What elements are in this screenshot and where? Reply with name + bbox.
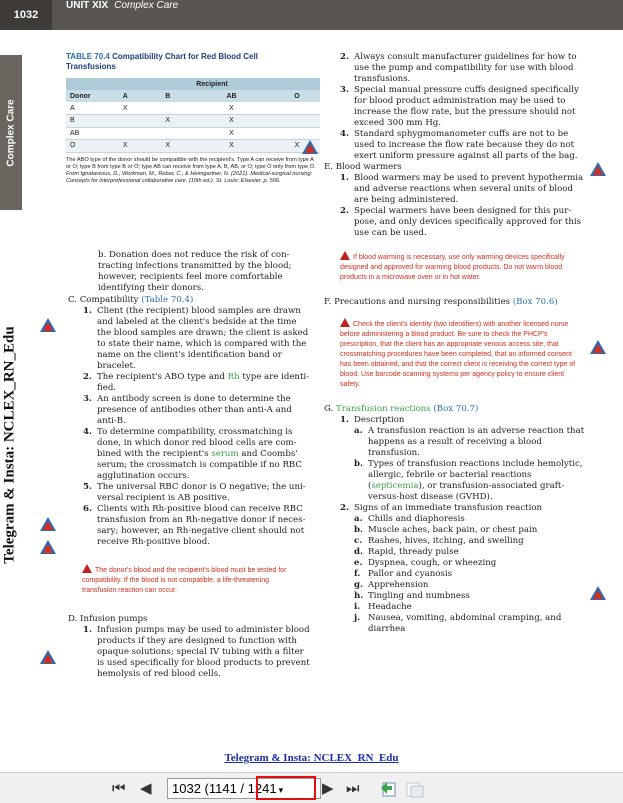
sign-text: Pallor and cyanosis [368, 569, 452, 579]
item-b-text: b. Donation does not reduce the risk of contracting infections transmitted by the blood; however, recipients feel more comfortable identifying their donors. [98, 249, 292, 293]
list-item: 2. Signs of an immediate transfusion reaction [340, 503, 543, 513]
list-item-text: The recipient's ABO type and [97, 371, 225, 382]
alert-marker-icon [590, 586, 606, 600]
table-header: Donor [66, 90, 104, 102]
infusion-list-cont [318, 52, 588, 162]
warning-icon [340, 251, 350, 260]
table-cell: X [189, 140, 274, 153]
table-row [66, 127, 320, 140]
glossary-term: septicemia [371, 481, 419, 491]
infusion-list [56, 625, 312, 680]
list-item: 2. The recipient's ABO type and Rh type are identified. [83, 371, 310, 393]
list-item: 1. Blood warmers may be used to prevent hypothermia and adverse reactions when several units of blood are being administered. [340, 173, 584, 205]
list-item: 1. Client (the recipient) blood samples are drawn and labeled at the client's bedside at the time the blood samples are drawn; the client is asked to state their name, which is compared with the name on the client's identification band or bracelet. [83, 305, 309, 371]
table-cell: X [274, 140, 320, 153]
side-watermark-text: Telegram & Insta: NCLEX_RN_Edu [1, 326, 18, 564]
alert-text: The donor's blood and the recipient's blood must be tested for compatibility. If the blood is not compatible, a life-threatening transfusion reaction can occur. [82, 566, 287, 594]
table-cell: AB [66, 127, 104, 140]
sign-letter: j. [354, 613, 361, 623]
table-row [66, 115, 320, 128]
sign-letter: e. [354, 558, 363, 568]
list-item-text: Types of transfusion reactions include hemolytic, allergic, febrile or bacterial reactions ( [368, 459, 583, 491]
sign-text: Tingling and numbness [368, 591, 470, 601]
alert-marker-icon [40, 540, 56, 554]
list-item-text: Special manual pressure cuffs designed specifically for blood product administration may be used to increase the flow rate, but the pressure should not exceed 300 mm Hg. [354, 85, 579, 128]
section-side-tab [0, 55, 22, 210]
table-cell: A [66, 102, 104, 115]
compatibility-table [66, 78, 320, 153]
list-item: 3. An antibody screen is done to determine the presence of antibodies other than anti-A and anti-B. [83, 393, 292, 426]
list-item-text: Client (the recipient) blood samples are drawn and labeled at the client's bedside at the time the blood samples are drawn; the client is asked to state their name, which is compared with the name on the client's identification band or bracelet. [97, 305, 309, 371]
unit-heading [66, 0, 178, 30]
table-title-line2: Transfusions [66, 62, 116, 71]
total-pages-highlight [256, 776, 316, 800]
sign-text: Apprehension [368, 580, 429, 590]
table-title-line1: Compatibility Chart for Red Blood Cell [112, 52, 258, 61]
sign-item [354, 591, 588, 602]
sign-item [354, 569, 588, 580]
warning-icon [340, 318, 350, 327]
table-cell: X [189, 102, 274, 115]
sign-text: Rapid, thready pulse [368, 547, 459, 557]
list-item: 2. Always consult manufacturer guidelines for how to use the pump and compatibility for use with blood transfusions. [340, 52, 577, 84]
sign-letter: h. [354, 591, 364, 601]
section-c-title: C. Compatibility [68, 294, 139, 305]
list-item-text: Infusion pumps may be used to administer blood products if they are designed to function with opaque solutions; special IV tubing with a filter is used specifically for blood products to prevent hemolysis of red blood cells. [97, 624, 310, 679]
table-cell: X [189, 127, 274, 140]
alert-marker-icon [302, 140, 318, 154]
sign-text: Dyspnea, cough, or wheezing [368, 558, 497, 568]
table-cell [104, 127, 147, 140]
sign-item [354, 602, 588, 613]
next-page-button[interactable]: ▶ [322, 779, 334, 797]
table-title [66, 52, 312, 72]
list-item: 1. Description [340, 415, 405, 425]
sign-text: Headache [368, 602, 412, 612]
sign-item [354, 514, 588, 525]
alert-text: Check the client's identity (two identifiers) with another licensed nurse before administering a blood product. Be sure to check the PHCP's prescription, that the client has an appropriate venous access site, that crossmatching procedures have been completed, that an informed consent has been obtained, and that the correct client is receiving the correct type of blood. Use barcode scanning systems per agency policy to ensure client safety. [340, 321, 576, 388]
list-item-text: Blood warmers may be used to prevent hypothermia and adverse reactions when several units of blood are being administered. [354, 173, 584, 205]
sign-letter: g. [354, 580, 364, 590]
alert-marker-icon [40, 650, 56, 664]
table-cell: O [66, 140, 104, 153]
section-g-heading [318, 404, 588, 415]
sign-text: Muscle aches, back pain, or chest pain [368, 525, 538, 535]
table-footnote [66, 157, 320, 186]
page-header [0, 0, 623, 30]
table-cell: X [104, 140, 147, 153]
table-header: B [147, 90, 190, 102]
glossary-term: Rh [227, 371, 240, 382]
section-e-heading [318, 162, 588, 173]
go-forward-view-icon[interactable] [404, 780, 424, 798]
right-column [318, 52, 588, 635]
unit-label: UNIT XIX [66, 0, 109, 11]
sign-letter: d. [354, 547, 364, 557]
alert-warming [318, 251, 582, 283]
sign-letter: f. [354, 569, 361, 579]
section-c-heading [56, 295, 312, 306]
alert-marker-icon [40, 318, 56, 332]
last-page-button[interactable]: ⏭ [346, 779, 360, 797]
viewer-toolbar [0, 772, 623, 803]
alert-marker-icon [590, 340, 606, 354]
list-item-text: Standard sphygmomanometer cuffs are not to be used to increase the flow rate because they do not exert uniform pressure against all parts of the bag. [354, 129, 578, 161]
alert-text: If blood warming is necessary, use only warming devices specifically designed and approved for warming blood products. Do not warm blood products in a microwave oven or in hot water. [340, 254, 565, 281]
table-row [66, 102, 320, 115]
sign-item [354, 558, 588, 569]
table-cell [274, 102, 320, 115]
list-item-text: Signs of an immediate transfusion reaction [354, 503, 543, 513]
list-item-text: A transfusion reaction is an adverse reaction that happens as a result of receiving a blood transfusion. [368, 426, 585, 458]
previous-page-button[interactable]: ◀ [140, 779, 152, 797]
list-item: 5. The universal RBC donor is O negative; the universal recipient is AB positive. [83, 481, 306, 503]
list-item-text: ), or transfusion-associated graft-versus-host disease (GVHD). [368, 481, 565, 502]
item-b [56, 250, 308, 294]
sign-item [354, 536, 588, 547]
table-header: A [104, 90, 147, 102]
warmer-list [318, 173, 588, 239]
section-d-title: D. Infusion pumps [68, 613, 148, 624]
table-cell [147, 102, 190, 115]
sign-text: Nausea, vomiting, abdominal cramping, and diarrhea [368, 613, 562, 634]
list-item-text: Description [354, 415, 405, 425]
table-cell [104, 115, 147, 128]
box-reference-link[interactable]: (Box 70.6) [512, 297, 558, 307]
list-item: 3. Special manual pressure cuffs designed specifically for blood product administration may be used to increase the flow rate, but the pressure should not exceed 300 mm Hg. [340, 85, 579, 128]
section-d-heading [56, 614, 312, 625]
table-header: O [274, 90, 320, 102]
section-g-title: Transfusion reactions [336, 404, 431, 414]
table-cell: X [189, 115, 274, 128]
first-page-button[interactable]: ⏮ [112, 779, 126, 797]
sign-text: Chills and diaphoresis [368, 514, 465, 524]
signs-list [354, 514, 588, 635]
list-item-text: Clients with Rh-positive blood can receive RBC transfusion from an Rh-negative donor if necessary; however, an Rh-negative client should not receive Rh-positive blood. [97, 503, 306, 547]
go-back-view-icon[interactable] [378, 780, 398, 798]
list-item: a. A transfusion reaction is an adverse reaction that happens as a result of receiving a blood transfusion. [354, 426, 585, 458]
left-column [56, 52, 316, 680]
footer-watermark: Telegram & Insta: NCLEX_RN_Edu [224, 752, 399, 764]
table-cell [274, 115, 320, 128]
glossary-term: serum [211, 448, 239, 459]
table-reference-link[interactable]: (Table 70.4) [141, 294, 194, 305]
unit-title: Complex Care [114, 0, 179, 11]
list-item-text: An antibody screen is done to determine the presence of antibodies other than anti-A and anti-B. [97, 393, 292, 426]
sign-item [354, 580, 588, 591]
list-item-text: The universal RBC donor is O negative; the universal recipient is AB positive. [97, 481, 306, 503]
section-f-heading [318, 297, 588, 308]
compatibility-list [56, 306, 312, 548]
table-note-source: From Ignatavicius, D., Workman, M., Rebar, C., & Heimgartner, N. (2021). Medical-surgical nursing: Concepts for interprofessional collaborative care. (10th ed.). St. Louis: Elsevier. p. 506. [66, 171, 313, 185]
list-item-text: To determine compatibility, crossmatching is done, in which donor red blood cells are combined with the recipient's [97, 426, 297, 459]
alert-marker-icon [40, 517, 56, 531]
sign-item [354, 547, 588, 558]
table-header: AB [189, 90, 274, 102]
chevron-down-icon[interactable]: ▾ [278, 785, 284, 795]
table-label: TABLE 70.4 [66, 52, 110, 61]
warning-icon [82, 564, 92, 573]
section-f-title: F. Precautions and nursing responsibilities [324, 297, 510, 307]
sign-item [354, 525, 588, 536]
table-row [66, 140, 320, 153]
list-item: 2. Special warmers have been designed for this purpose, and only devices specifically approved for this use can be used. [340, 206, 582, 238]
list-item: 4. To determine compatibility, crossmatching is done, in which donor red blood cells are combined with the recipient's serum and Coombs' serum; the crossmatch is compatible if no RBC agglutination occurs. [83, 426, 302, 481]
table-cell [274, 127, 320, 140]
list-item: b. Types of transfusion reactions include hemolytic, allergic, febrile or bacterial reactions (septicemia), or transfusion-associated graft-versus-host disease (GVHD). [354, 459, 583, 502]
table-cell [147, 127, 190, 140]
table-cell: X [147, 115, 190, 128]
list-item-text: Special warmers have been designed for this purpose, and only devices specifically approved for this use can be used. [354, 206, 582, 238]
section-g-letter: G. [324, 404, 334, 414]
sign-text: Rashes, hives, itching, and swelling [368, 536, 524, 546]
side-tab-label: Complex Care [5, 98, 17, 167]
recipient-header: Recipient [104, 78, 320, 90]
sign-letter: a. [354, 514, 363, 524]
list-item-text: and Coombs' serum; the crossmatch is compatible if no RBC agglutination occurs. [97, 448, 302, 481]
list-item: 6. Clients with Rh-positive blood can receive RBC transfusion from an Rh-negative donor if necessary; however, an Rh-negative client should not receive Rh-positive blood. [83, 503, 306, 547]
box-reference-link[interactable]: (Box 70.7) [433, 404, 479, 414]
page-input-value: 1032 (1141 / 1241 [172, 781, 277, 796]
sign-letter: c. [354, 536, 363, 546]
list-item-text: type are identified. [97, 371, 310, 393]
list-item: 1. Infusion pumps may be used to administer blood products if they are designed to function with opaque solutions; special IV tubing with a filter is used specifically for blood products to prevent hemolysis of red blood cells. [83, 624, 310, 679]
section-e-title: E. Blood warmers [324, 162, 402, 172]
list-item-text: Always consult manufacturer guidelines for how to use the pump and compatibility for use with blood transfusions. [354, 52, 577, 84]
page-number: 1032 [0, 0, 52, 30]
table-note-abo: The ABO type of the donor should be compatible with the recipient's. Type A can receive from type A or O; type B from type B or O; type AB can receive from type A, B, AB, or O; type O only from type O. [66, 156, 316, 170]
reaction-list [318, 415, 588, 635]
list-item: 4. Standard sphygmomanometer cuffs are not to be used to increase the flow rate because they do not exert uniform pressure against all parts of the bag. [340, 129, 578, 161]
table-cell: X [147, 140, 190, 153]
sign-letter: b. [354, 525, 364, 535]
sign-item [354, 613, 588, 635]
sign-letter: i. [354, 602, 361, 612]
alert-compatibility [56, 564, 304, 596]
alert-marker-icon [590, 162, 606, 176]
table-cell: B [66, 115, 104, 128]
alert-identity [318, 318, 582, 390]
table-cell: X [104, 102, 147, 115]
